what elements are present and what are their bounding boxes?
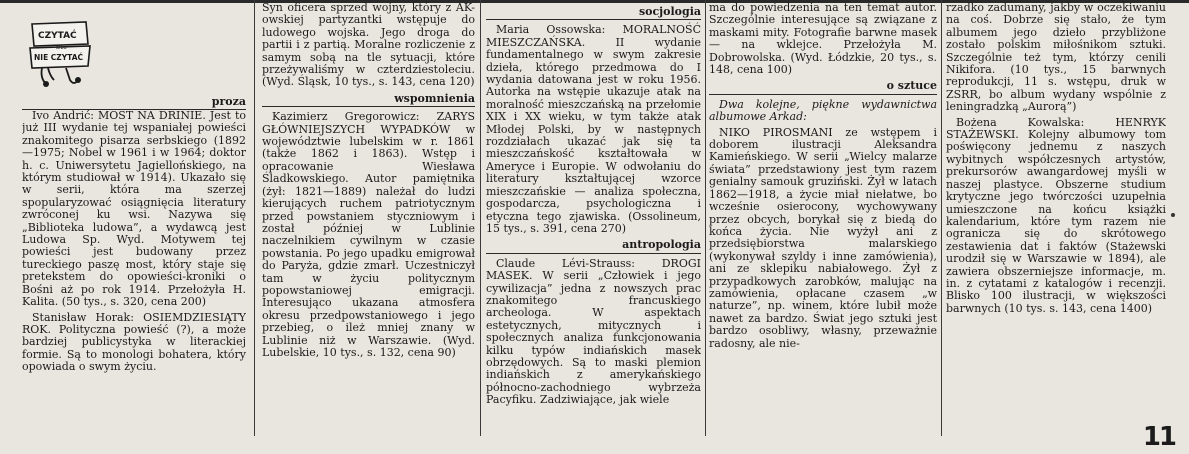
column-4 [709, 2, 937, 432]
review-ossowska: Maria Ossowska: MORALNOŚĆ MIESZCZAŃSKA. II wydanie fundamentalnego w swym zakresie dzieła, którego przedmowa do I wydania datowana jest w roku 1956. Autorka na wstępie ukazuje atak na moralność mieszczańską na przełomie XIX i XX wieku, w tym także atak Młodej Polski, by w następnych rozdziałach ukazać jak się ta mieszczańskość kształtowała w Ameryce i Europie. W odwołaniu do literatury kształtującej wzorce mieszczańskie — analiza społeczna, gospodarcza, psychologiczna i etyczna tego zjawiska. (Ossolineum, 15 tys., s. 391, cena 270) [486, 23, 701, 235]
column-2 [262, 2, 475, 432]
page-number: 11 [1142, 422, 1175, 452]
review-pirosmani: NIKO PIROSMANI ze wstępem i doborem ilustracji Aleksandra Kamieńskiego. W serii „Wielcy malarze świata” przedstawiony jest tym razem genialny samouk gruziński. Żył w latach 1862—1918, a życie miał niełatwe, bo wcześnie osierocony, wychowywany przez obcych, borykał się z biedą do końca życia. Nie wyżył ani z przedsiębiorstwa malarskiego (wykonywał szyldy i inne zamówienia), ani ze sklepiku nabiałowego. Żył z przypadkowych zarobków, malując na zamówienia, opłacane czasem „w naturze”, np. winem, które lubił może nawet za bardzo. Świat jego sztuki jest bardzo osobliwy, własny, przeważnie radosny, ale nie- [709, 125, 937, 350]
logo-line3: NIE CZYTAĆ [34, 53, 84, 62]
section-heading-wspomnienia: wspomnienia [262, 93, 475, 107]
logo-graphic [26, 20, 94, 88]
proza-header [22, 2, 246, 110]
section-heading-o-sztuce: o sztuce [709, 80, 937, 94]
column-3 [486, 2, 701, 432]
review-andric: Ivo Andrić: MOST NA DRINIE. Jest to już III wydanie tej wspaniałej powieści znakomitego pisarza serbskiego (1892—1975; Nobel w 1961 i w 1964; doktor h. c. Uniwersytetu Jagiellońskiego, na którym studiował w 1914). Ukazało się w serii, która ma szerzej spopularyzować osiągnięcia literatury zwróconej ku wsi. Nazywa się „Biblioteka ludowa”, a wydawcą jest Ludowa Sp. Wyd. Motywem tej powieści jest budowany przez tureckiego paszę most, który staje się pretekstem do opowieści-kroniki o Bośni aż po rok 1914. Przełożyła H. Kalita. (50 tys., s. 320, cena 200) [22, 109, 246, 309]
review-horak-continued: Syn oficera sprzed wojny, który z AK-owskiej partyzantki wstępuje do ludowego wojska. Jego droga do partii i z partią. Moralne rozliczenie z samym sobą na tle sytuacji, które przeżywaliśmy w czterdziestoleciu. (Wyd. Śląsk, 10 tys., s. 143, cena 120) [262, 2, 475, 89]
review-gregorowicz: Kazimierz Gregorowicz: ZARYS GŁÓWNIEJSZYCH WYPADKÓW w województwie lubelskim w r. 1861 (także 1862 i 1863). Wstęp i opracowanie Wiesława Śladkowskiego. Autor pamiętnika (żył: 1821—1889) należał do ludzi kierujących ruchem patriotycznym przed powstaniem styczniowym i został później w Lublinie naczelnikiem cywilnym w czasie powstania. Po jego upadku emigrował do Paryża, gdzie zmarł. Uczestniczył tam w życiu politycznym popowstaniowej emigracji. Interesująco ukazana atmosfera okresu przedpowstaniowego i jego przebieg, o ileż mniej znany w Lublinie niż w Warszawie. (Wyd. Lubelskie, 10 tys., s. 132, cena 90) [262, 110, 475, 359]
review-levi-strauss-continued: ma do powiedzenia na ten temat autor. Szczególnie interesujące są związane z maskami mity. Fotografie barwne masek — na wklejce. Przełożyła M. Dobrowolska. (Wyd. Łódzkie, 20 tys., s. 148, cena 100) [709, 2, 937, 77]
column-divider [705, 0, 706, 436]
review-kowalska: Bożena Kowalska: HENRYK STAŻEWSKI. Kolejny albumowy tom poświęcony jednemu z naszych wybitnych współczesnych artystów, prekursorów awangardowej myśli w naszej plastyce. Obszerne studium krytyczne jego twórczości uzupełnia umieszczone na końcu książki kalendarium, które tym razem nie ogranicza się do skrótowego zestawienia dat i faktów (Stażewski urodził się w Warszawie w 1894), ale zawiera obszerniejsze informacje, m. in. z cytatami z katalogów i recenzji. Blisko 100 ilustracji, w większości barwnych (10 tys. s. 143, cena 1400) [946, 115, 1166, 315]
art-albums-intro: Dwa kolejne, piękne wydawnictwa albumowe Arkad: [709, 97, 937, 124]
review-pirosmani-continued: rzadko zadumany, jakby w oczekiwaniu na coś. Dobrze się stało, że tym albumem jego dzieło przybliżone zostało polskim miłośnikom sztuki. Szczególnie też tym, którzy cenili Nikifora. (10 tys., 15 barwnych reprodukcji, 11 s. wstępu, druk w ZSRR, bo album wydany wspólnie z leningradzką „Aurorą”) [946, 2, 1166, 114]
section-heading-antropologia: antropologia [486, 239, 701, 253]
column-1 [22, 2, 246, 432]
section-heading-proza: proza [22, 96, 246, 110]
logo-line2: albo [56, 45, 67, 51]
column-divider [480, 0, 481, 436]
logo-line1: CZYTAĆ [38, 31, 77, 41]
section-heading-socjologia: socjologia [486, 6, 701, 20]
czytac-albo-nie-czytac-logo [26, 20, 94, 88]
review-horak: Stanisław Horak: OSIEMDZIESIĄTY ROK. Polityczna powieść (?), a może bardziej publicystyka w literackiej formie. Są to monologi bohatera, który opowiada o swym życiu. [22, 310, 246, 374]
margin-dot [1171, 213, 1175, 217]
column-divider [941, 0, 942, 436]
column-divider [254, 0, 255, 436]
review-levi-strauss: Claude Lévi-Strauss: DROGI MASEK. W serii „Człowiek i jego cywilizacja” jedna z nowszych prac znakomitego francuskiego archeologa. W aspektach estetycznych, mitycznych i społecznych analiza funkcjonowania kilku typów indiańskich masek obrzędowych. Są to maski plemion indiańskich z amerykańskiego północno-zachodniego wybrzeża Pacyfiku. Zadziwiające, jak wiele [486, 256, 701, 407]
column-5 [946, 2, 1166, 432]
